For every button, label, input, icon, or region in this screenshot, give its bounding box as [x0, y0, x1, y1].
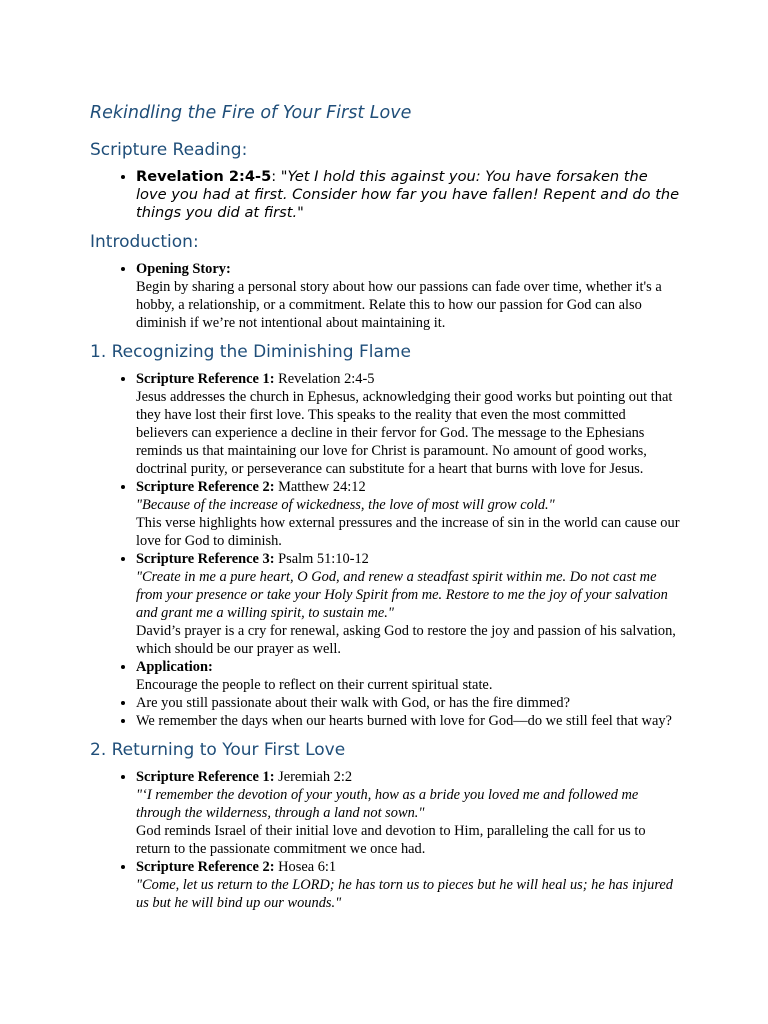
- list-item: [136, 658, 680, 694]
- scripture-ref: Revelation 2:4-5: [136, 168, 272, 185]
- ref-label: Scripture Reference 3:: [136, 551, 275, 567]
- ref-quote: "Create in me a pure heart, O God, and renew a steadfast spirit within me. Do not cast me from your presence or take your Holy Spirit from me. Restore to me the joy of your salvation and grant me a willing spirit, to sustain me.": [136, 569, 668, 621]
- ref-text: David’s prayer is a cry for renewal, asking God to restore the joy and passion of his salvation, which should be our prayer as well.: [136, 623, 676, 657]
- application-bullet: Are you still passionate about their walk with God, or has the fire dimmed?: [136, 695, 571, 711]
- scripture-reading-list: [90, 168, 680, 222]
- ref-value: Psalm 51:10-12: [274, 551, 369, 567]
- ref-quote: "‘I remember the devotion of your youth, how as a bride you loved me and followed me through the wilderness, through a land not sown.": [136, 787, 639, 821]
- ref-label: Scripture Reference 2:: [136, 859, 275, 875]
- ref-label: Scripture Reference 2:: [136, 479, 275, 495]
- section2-list: [90, 768, 680, 912]
- ref-value: Matthew 24:12: [274, 479, 366, 495]
- ref-text: God reminds Israel of their initial love and devotion to Him, paralleling the call for us to return to the passionate commitment we once had.: [136, 823, 646, 857]
- ref-value: Revelation 2:4-5: [274, 371, 375, 387]
- list-item: [136, 694, 680, 712]
- application-text: Encourage the people to reflect on their current spiritual state.: [136, 677, 493, 693]
- list-item: [136, 260, 680, 332]
- opening-story-text: Begin by sharing a personal story about how our passions can fade over time, whether it's a hobby, a relationship, or a commitment. Relate this to how our passion for God can also diminish if we’re not intentional about maintaining it.: [136, 279, 662, 331]
- ref-label: Scripture Reference 1:: [136, 769, 275, 785]
- separator: : ": [271, 168, 288, 185]
- list-item: [136, 768, 680, 858]
- scripture-quote: Yet I hold this against you: You have forsaken the love you had at first. Consider how far you have fallen! Repent and do the things you did at first.: [136, 168, 680, 221]
- ref-label: Scripture Reference 1:: [136, 371, 275, 387]
- section1-heading: 1. Recognizing the Diminishing Flame: [90, 342, 411, 362]
- introduction-list: [90, 260, 680, 332]
- list-item: [136, 550, 680, 658]
- application-label: • Application:: [136, 659, 213, 675]
- ref-quote: "Come, let us return to the LORD; he has torn us to pieces but he will heal us; he has injured us but he will bind up our wounds.": [136, 877, 673, 911]
- introduction-heading: Introduction:: [90, 232, 199, 252]
- scripture-reading-heading: Scripture Reading:: [90, 140, 248, 160]
- section1-list: [90, 370, 680, 730]
- list-item: [136, 712, 680, 730]
- ref-quote: "Because of the increase of wickedness, the love of most will grow cold.": [136, 497, 555, 513]
- ref-value: Hosea 6:1: [274, 859, 337, 875]
- section2-heading: 2. Returning to Your First Love: [90, 740, 346, 760]
- document-page: [90, 100, 680, 918]
- list-item: [136, 370, 680, 478]
- application-bullet: We remember the days when our hearts burned with love for God—do we still feel that way?: [136, 713, 672, 729]
- document-title: Rekindling the Fire of Your First Love: [90, 103, 412, 123]
- quote-close: ": [297, 204, 304, 221]
- list-item: [136, 478, 680, 550]
- list-item: [136, 858, 680, 912]
- ref-text: Jesus addresses the church in Ephesus, acknowledging their good works but pointing out that they have lost their first love. This speaks to the reality that even the most committed believers can experience a decline in their fervor for God. The message to the Ephesians reminds us that maintaining our love for Christ is paramount. No amount of good works, doctrinal purity, or perseverance can substitute for a heart that burns with love for Jesus.: [136, 389, 673, 477]
- list-item: [136, 168, 680, 222]
- ref-text: This verse highlights how external pressures and the increase of sin in the world can cause our love for God to diminish.: [136, 515, 680, 549]
- opening-story-label: • Opening Story:: [136, 261, 231, 277]
- ref-value: Jeremiah 2:2: [274, 769, 353, 785]
